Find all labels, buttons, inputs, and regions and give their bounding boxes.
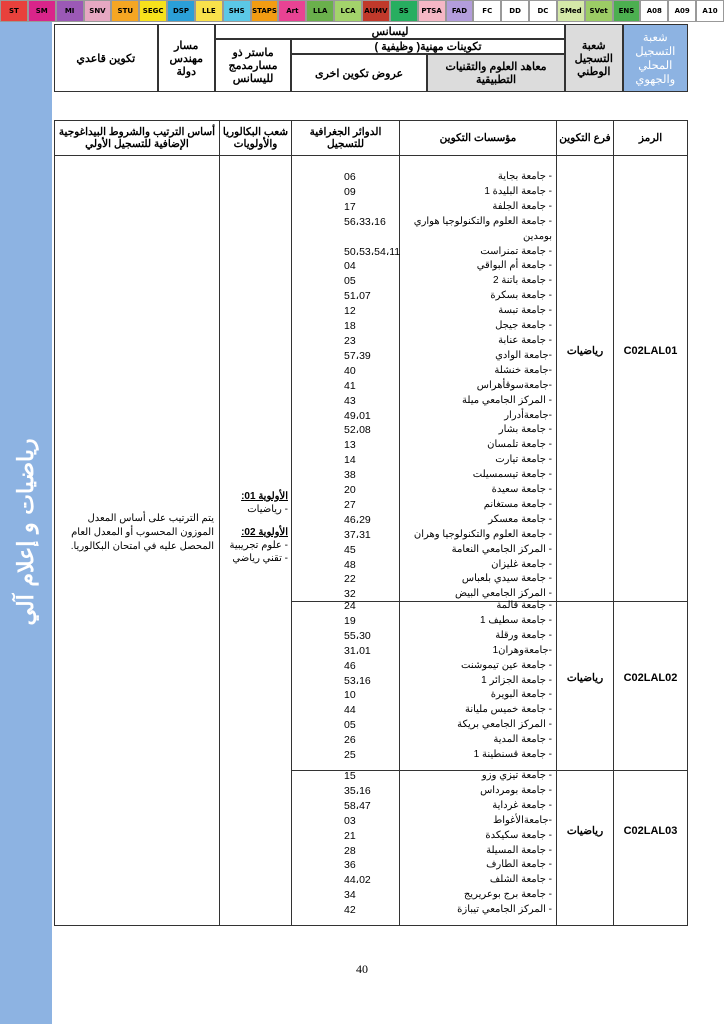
district-item: 24 (344, 600, 356, 612)
institution-item: -جامعةوهران1 (492, 644, 552, 656)
header-bac-streams: شعب البكالوريا والأولويات (219, 120, 292, 156)
institution-item: - جامعة سيدي بلعباس (461, 573, 552, 585)
institution-item: - جامعة المدية (493, 734, 552, 746)
institution-item: -جامعةسوقأهراس (476, 379, 552, 391)
district-item: 41 (344, 379, 356, 392)
institution-item: - جامعة الطارف (486, 859, 552, 871)
institutes-cell: معاهد العلوم والتقنيات التطبيقية (427, 54, 565, 92)
track-tab[interactable]: A08 (640, 0, 668, 22)
district-item: 57،39 (344, 349, 371, 362)
header-code: الرمز (613, 120, 688, 156)
branch-group-2: رياضيات (566, 672, 604, 684)
track-tab[interactable]: SNV (84, 0, 112, 22)
institution-item: - جامعة غليزان (491, 558, 552, 570)
district-item: 14 (344, 454, 356, 467)
institution-item: - جامعة تبسة (498, 305, 552, 317)
district-item: 45 (344, 543, 356, 556)
district-item: 18 (344, 320, 356, 333)
district-item: 13 (344, 439, 356, 452)
priority-2-item-2: - تقني رياضي (232, 553, 288, 564)
track-tab[interactable]: Art (278, 0, 306, 22)
track-tabs (0, 0, 724, 22)
institution-item: -جامعة الوادي (495, 349, 552, 361)
track-tab[interactable]: LLE (195, 0, 223, 22)
district-item: 52،08 (344, 424, 371, 437)
priority-2-title: الأولوية 02: (241, 527, 288, 538)
institution-item: - جامعة جيجل (495, 320, 552, 332)
institution-item: - جامعة سعيدة (491, 484, 552, 496)
district-item: 28 (344, 844, 356, 857)
institution-item: - جامعة سطيف 1 (480, 614, 552, 626)
track-tab[interactable]: A10 (696, 0, 724, 22)
district-item: 05 (344, 275, 356, 288)
district-item: 09 (344, 185, 356, 198)
district-item: 06 (344, 171, 356, 183)
institutions-group-3 (404, 769, 552, 918)
district-item: 05 (344, 719, 356, 732)
institution-item: - جامعة تلمسان (487, 439, 552, 451)
district-item: 12 (344, 305, 356, 318)
national-cell: شعبة التسجيل الوطني (565, 24, 623, 92)
track-tab[interactable]: DSP (167, 0, 195, 22)
district-item: 10 (344, 689, 356, 702)
track-tab[interactable]: FAD (446, 0, 474, 22)
track-tab[interactable]: A09 (668, 0, 696, 22)
institutions-group-1 (404, 170, 552, 602)
district-item: 34 (344, 889, 356, 902)
licence-group (215, 24, 565, 92)
track-tab[interactable]: STAPS (251, 0, 279, 22)
districts-group-2 (344, 599, 396, 763)
institution-item: بومدين (523, 230, 552, 242)
state-engineer-cell: مسار مهندس دولة (158, 24, 216, 92)
institution-item: - جامعة قالمة (496, 600, 552, 611)
institution-item: - جامعة قسنطينة 1 (473, 749, 552, 761)
training-offers-table (54, 120, 688, 926)
track-tab[interactable]: SMed (557, 0, 585, 22)
district-item: 36 (344, 859, 356, 872)
track-tab[interactable]: FC (473, 0, 501, 22)
institution-item: -جامعةالأغواط (492, 814, 552, 826)
page-number: 40 (356, 962, 368, 976)
track-tab[interactable]: ST (0, 0, 28, 22)
institution-item: - المركز الجامعي النعامة (451, 543, 552, 555)
district-item: 51،07 (344, 290, 371, 303)
institution-item: - جامعة بشار (498, 424, 552, 436)
district-item: 53،16 (344, 674, 371, 687)
district-item: 35،16 (344, 784, 371, 797)
district-item: 43 (344, 394, 356, 407)
district-item: 26 (344, 734, 356, 747)
district-item: 42 (344, 904, 356, 917)
institution-item: - جامعة تيارت (495, 454, 552, 466)
district-item: 38 (344, 469, 356, 482)
track-tab[interactable]: MI (56, 0, 84, 22)
district-item (344, 230, 396, 245)
district-item: 03 (344, 814, 356, 827)
institution-item: - المركز الجامعي تيبازة (457, 904, 552, 916)
districts-group-1 (344, 170, 401, 602)
local-regional-cell: شعبة التسجيل المحلي والجهوي (623, 24, 688, 92)
header-branch: فرع التكوين (556, 120, 614, 156)
districts-group-3 (344, 769, 396, 918)
track-tab[interactable]: SEGC (139, 0, 167, 22)
priority-1-title: الأولوية 01: (241, 491, 288, 502)
institution-item: - جامعة المسيلة (486, 844, 552, 856)
registration-type-table (54, 24, 688, 92)
district-item: 58،47 (344, 799, 371, 812)
institution-item: -جامعة خنشلة (494, 364, 552, 376)
district-item: 27 (344, 498, 356, 511)
district-item: 04 (344, 260, 356, 273)
institution-item: - جامعة برج بوعريريج (463, 889, 552, 901)
branch-column (556, 155, 614, 926)
institution-item: - جامعة معسكر (488, 513, 552, 525)
district-item: 15 (344, 770, 356, 782)
institution-item: - جامعة ورقلة (495, 629, 552, 641)
track-tab[interactable]: SHS (223, 0, 251, 22)
institution-item: - جامعة البويرة (490, 689, 552, 701)
district-item: 49،01 (344, 409, 371, 422)
sidebar (0, 22, 52, 1024)
institution-item: - جامعة تيزي وزو (481, 770, 552, 781)
district-item: 50،53،54،11 (344, 245, 401, 258)
institution-item: - جامعة البليدة 1 (484, 185, 552, 197)
institution-item: - جامعة عين تيموشنت (461, 659, 552, 671)
institution-item: - جامعة غرداية (492, 799, 552, 811)
institution-item: - جامعة أم البواقي (476, 260, 552, 272)
branch-group-3: رياضيات (566, 825, 604, 837)
track-tab[interactable]: AUMV (362, 0, 390, 22)
institution-item: - جامعة الجلفة (492, 200, 552, 212)
header-criteria: أساس الترتيب والشروط البيداغوجية الإضافية للتسجيل الأولي (54, 120, 220, 156)
district-item: 22 (344, 573, 356, 586)
institution-item: - جامعة بومرداس (480, 784, 552, 796)
licence-header: ليسانس (215, 24, 565, 39)
other-offers-cell: عروض تكوين اخرى (291, 54, 427, 92)
institution-item: - جامعة بسكرة (490, 290, 552, 302)
institution-item: - جامعة بجاية (497, 171, 552, 182)
institution-item: - جامعة العلوم والتكنولوجيا وهران (413, 528, 552, 540)
track-tab[interactable]: LCA (334, 0, 362, 22)
district-item: 44،02 (344, 874, 371, 887)
sidebar-label: رياضيات و إعلام آلي (13, 438, 39, 626)
district-item: 19 (344, 614, 356, 627)
district-item: 37،31 (344, 528, 371, 541)
district-item: 46 (344, 659, 356, 672)
district-item: 25 (344, 749, 356, 762)
priority-1-item-1: - رياضيات (247, 504, 288, 515)
track-tab[interactable]: SVet (585, 0, 613, 22)
institution-item: - جامعة تيسمسيلت (472, 469, 552, 481)
institution-item: - المركز الجامعي ميلة (462, 394, 552, 406)
district-item: 40 (344, 364, 356, 377)
header-districts: الدوائر الجغرافية للتسجيل (291, 120, 400, 156)
track-tab[interactable]: SM (28, 0, 56, 22)
district-item: 48 (344, 558, 356, 571)
track-tab[interactable]: LLA (306, 0, 334, 22)
branch-group-1: رياضيات (566, 345, 604, 357)
criteria-text: يتم الترتيب على أساس المعدل الموزون المحسوب أو المعدل العام المحصل عليه في امتحان البكالوريا. (70, 513, 214, 552)
institution-item: - جامعة باتنة 2 (493, 275, 552, 287)
institution-item: - جامعة سكيكدة (485, 829, 552, 841)
institutions-group-2 (404, 599, 552, 763)
institution-item: - جامعة عنابة (498, 334, 552, 346)
track-tab[interactable]: SS (390, 0, 418, 22)
basic-training-cell: تكوين قاعدي (54, 24, 158, 92)
institution-item: -جامعةأدرار (504, 409, 552, 421)
institution-item: - جامعة الجزائر 1 (481, 674, 552, 686)
code-group-1: C02LAL01 (623, 345, 678, 357)
track-tab[interactable]: DC (529, 0, 557, 22)
vocational-header: تكوينات مهنية( وظيفية ) (291, 39, 565, 54)
track-tab[interactable]: PTSA (418, 0, 446, 22)
district-item: 55،30 (344, 629, 371, 642)
institution-item: - جامعة تمنراست (480, 245, 552, 257)
master-integrated-cell: ماستر ذو مسارمدمج لليسانس (215, 39, 291, 92)
district-item: 21 (344, 829, 356, 842)
institution-item: - جامعة العلوم والتكنولوجيا هواري (413, 215, 552, 227)
district-item: 17 (344, 200, 356, 213)
code-group-2: C02LAL02 (623, 672, 678, 684)
track-tab[interactable]: DD (501, 0, 529, 22)
priority-2-item-1: - علوم تجريبية (229, 540, 288, 551)
district-item: 46،29 (344, 513, 371, 526)
institution-item: - جامعة خميس مليانة (464, 704, 552, 716)
institution-item: - المركز الجامعي بريكة (457, 719, 552, 731)
district-item: 32 (344, 588, 356, 601)
code-group-3: C02LAL03 (623, 825, 678, 837)
bac-priorities (224, 490, 288, 565)
district-item: 44 (344, 704, 356, 717)
district-item: 56،33،16 (344, 215, 386, 228)
institution-item: - المركز الجامعي البيض (454, 588, 552, 600)
institution-item: - جامعة الشلف (489, 874, 552, 886)
header-institutions: مؤسسات التكوين (399, 120, 557, 156)
institution-item: - جامعة مستغانم (483, 498, 552, 510)
track-tab[interactable]: ENS (613, 0, 641, 22)
district-item: 23 (344, 334, 356, 347)
district-item: 31،01 (344, 644, 371, 657)
district-item: 20 (344, 484, 356, 497)
track-tab[interactable]: STU (111, 0, 139, 22)
